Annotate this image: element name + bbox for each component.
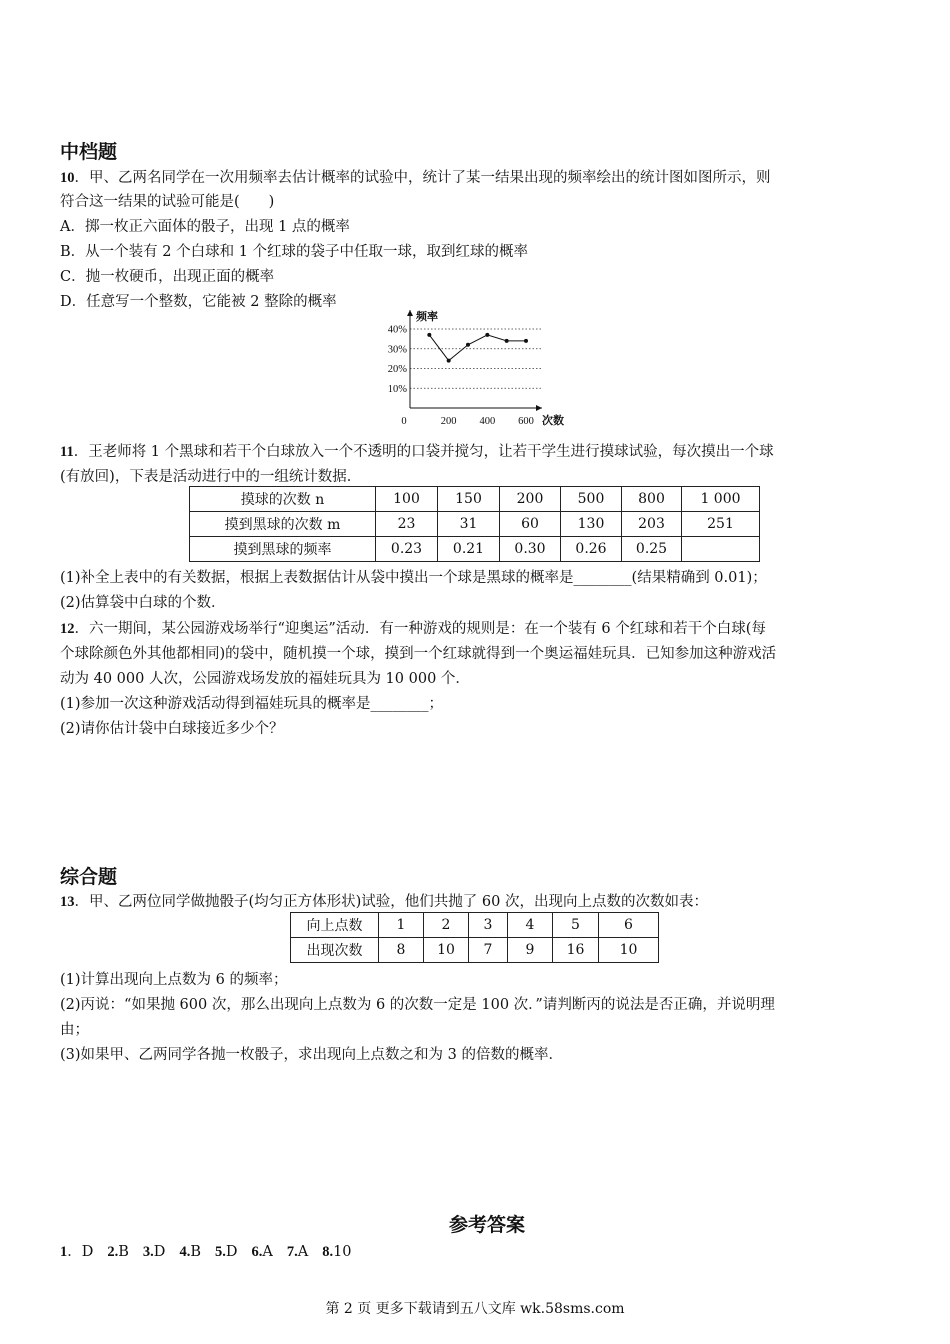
- q13-table-row: [291, 913, 659, 938]
- q13-text: ．甲、乙两位同学做抛骰子(均匀正方体形状)试验，他们共抛了 60 次，出现向上点数的次数如表：: [74, 894, 708, 910]
- q13-table-cell: 2: [424, 913, 469, 938]
- y-axis-title: 频率: [416, 311, 438, 323]
- q11-table-row: [190, 537, 760, 562]
- answer-value: A: [297, 1244, 309, 1260]
- q11-table-cell: 200: [500, 487, 561, 512]
- q11-table-cell: 0.21: [438, 537, 500, 562]
- y-tick-label: 30%: [387, 344, 407, 356]
- q11-table-cell: 1 000: [682, 487, 760, 512]
- q11-table-cell: [682, 537, 760, 562]
- q13-table-cell: 6: [599, 913, 659, 938]
- q11-table-cell: 500: [561, 487, 622, 512]
- q11-table-row: [190, 487, 760, 512]
- answer-value: B: [118, 1244, 129, 1260]
- q13-sub2-line2: 由；: [60, 1022, 89, 1038]
- answer-item: [287, 1244, 308, 1260]
- y-tick-label: 20%: [387, 364, 407, 375]
- q11-number: 11: [60, 444, 74, 460]
- q11-line2: (有放回)，下表是活动进行中的一组统计数据．: [60, 469, 362, 485]
- q13-table-row-header: 向上点数: [291, 913, 379, 938]
- q11-table-row: [190, 512, 760, 537]
- series-line: [429, 335, 526, 361]
- answer-item: [215, 1244, 238, 1260]
- data-point: [485, 333, 489, 337]
- section-heading-mid: 中档题: [60, 141, 118, 163]
- q11-table-cell: 31: [438, 512, 500, 537]
- section-heading-comprehensive: 综合题: [60, 866, 118, 888]
- q13-table-row-header: 出现次数: [291, 938, 379, 963]
- q11-table-cell: 800: [622, 487, 682, 512]
- q11-table-cell: 0.26: [561, 537, 622, 562]
- data-point: [505, 339, 509, 343]
- q11-table-row-header: 摸球的次数 n: [190, 487, 376, 512]
- q13-table-cell: 4: [508, 913, 553, 938]
- answer-number: 5.: [214, 1244, 226, 1260]
- answer-number: 4.: [179, 1244, 191, 1260]
- q13-table-cell: 16: [553, 938, 599, 963]
- answer-item: [143, 1244, 166, 1260]
- y-tick-label: 10%: [387, 383, 407, 395]
- data-point: [427, 333, 431, 337]
- y-axis-arrow: [407, 310, 413, 316]
- answer-value: B: [190, 1244, 201, 1260]
- q13-table-cell: 3: [469, 913, 508, 938]
- q11-table-cell: 150: [438, 487, 500, 512]
- q10-option-a: A．掷一枚正六面体的骰子，出现 1 点的概率: [60, 219, 350, 235]
- data-point: [524, 339, 528, 343]
- q13-table-row: [291, 938, 659, 963]
- q13-line1: [60, 890, 708, 911]
- q13-table-cell: 8: [379, 938, 424, 963]
- answer-value: D: [153, 1244, 166, 1260]
- q13-table-cell: 9: [508, 938, 553, 963]
- answer-number: 8.: [322, 1244, 334, 1260]
- answer-item: [107, 1244, 129, 1260]
- answer-number: 3.: [142, 1244, 154, 1260]
- q10-option-d: D．任意写一个整数，它能被 2 整除的概率: [60, 294, 337, 310]
- q10-text: ．甲、乙两名同学在一次用频率去估计概率的试验中，统计了某一结果出现的频率绘出的统计图如图所示，则: [74, 170, 771, 186]
- q11-table-cell: 60: [500, 512, 561, 537]
- q11-sub1: (1)补全上表中的有关数据，根据上表数据估计从袋中摸出一个球是黑球的概率是________(结果精确到 0.01)；: [60, 570, 767, 586]
- q12-sub2: (2)请你估计袋中白球接近多少个？: [60, 721, 284, 737]
- x-tick-label: 200: [440, 416, 457, 426]
- q13-table-cell: 7: [469, 938, 508, 963]
- x-tick-label: 0: [401, 416, 407, 426]
- q11-text: ．王老师将 1 个黑球和若干个白球放入一个不透明的口袋并搅匀，让若干学生进行摸球试验，每次摸出一个球: [73, 444, 774, 460]
- q11-table-cell: 0.23: [376, 537, 438, 562]
- data-point: [447, 359, 451, 363]
- q13-table-cell: 10: [599, 938, 659, 963]
- q11-table-row-header: 摸到黑球的次数 m: [190, 512, 376, 537]
- q13-table-cell: 1: [379, 913, 424, 938]
- answer-item: [251, 1244, 272, 1260]
- q10-line1: [60, 166, 771, 187]
- answer-number: 6.: [251, 1244, 263, 1260]
- q10-option-b: B．从一个装有 2 个白球和 1 个红球的袋子中任取一球，取到红球的概率: [60, 244, 529, 260]
- frequency-line-chart: [374, 304, 574, 426]
- q12-line2: 个球除颜色外其他都相同)的袋中，随机摸一个球，摸到一个红球就得到一个奥运福娃玩具．已知参加这种游戏活: [60, 646, 777, 662]
- q11-table-row-header: 摸到黑球的频率: [190, 537, 376, 562]
- answer-number: 7.: [286, 1244, 298, 1260]
- q12-line1: [60, 617, 766, 638]
- q13-sub1: (1)计算出现向上点数为 6 的频率；: [60, 972, 288, 988]
- answer-number: 1: [60, 1244, 68, 1260]
- q13-table-cell: 5: [553, 913, 599, 938]
- x-tick-label: 600: [518, 416, 534, 426]
- q12-text: ．六一期间，某公园游戏场举行“迎奥运”活动．有一种游戏的规则是：在一个装有 6 个红球和若干个白球(每: [74, 621, 766, 637]
- answer-number: 2.: [107, 1244, 119, 1260]
- x-tick-label: 400: [479, 416, 496, 426]
- y-tick-label: 40%: [387, 324, 407, 336]
- q11-line1: [60, 440, 774, 461]
- data-point: [466, 343, 470, 347]
- answer-item: [322, 1244, 351, 1260]
- q13-table-cell: 10: [424, 938, 469, 963]
- q11-table-cell: 0.25: [622, 537, 682, 562]
- q12-line3: 动为 40 000 人次，公园游戏场发放的福娃玩具为 10 000 个．: [60, 671, 470, 687]
- q11-table-cell: 251: [682, 512, 760, 537]
- answer-separator: ．: [67, 1244, 82, 1260]
- q13-dice-table: [290, 912, 659, 963]
- q11-table-cell: 23: [376, 512, 438, 537]
- q11-sub2: (2)估算袋中白球的个数．: [60, 595, 226, 611]
- x-axis-title: 次数: [542, 415, 564, 426]
- x-axis-arrow: [536, 405, 542, 411]
- q11-table-cell: 130: [561, 512, 622, 537]
- answer-value: A: [262, 1244, 273, 1260]
- answer-value: D: [225, 1244, 238, 1260]
- page-footer: 第 2 页 更多下载请到五八文库 wk.58sms.com: [325, 1301, 625, 1317]
- q11-table-cell: 0.30: [500, 537, 561, 562]
- q12-sub1: (1)参加一次这种游戏活动得到福娃玩具的概率是________；: [60, 696, 444, 712]
- answer-value: D: [81, 1244, 94, 1260]
- answer-item: [179, 1244, 201, 1260]
- q10-number: 10: [60, 170, 75, 186]
- q11-table-cell: 100: [376, 487, 438, 512]
- q13-sub2-line1: (2)丙说：“如果抛 600 次，那么出现向上点数为 6 的次数一定是 100 次．”请判断丙的说法是否正确，并说明理: [60, 997, 775, 1013]
- answer-value: 10: [333, 1244, 352, 1260]
- q10-line2: 符合这一结果的试验可能是( ): [60, 194, 275, 210]
- q13-number: 13: [60, 894, 75, 910]
- q11-stats-table: [189, 486, 760, 562]
- answers-title: 参考答案: [449, 1214, 526, 1236]
- q11-table-cell: 203: [622, 512, 682, 537]
- answer-item: [60, 1244, 93, 1260]
- q12-number: 12: [60, 621, 75, 637]
- q10-option-c: C．抛一枚硬币，出现正面的概率: [60, 269, 275, 285]
- q13-sub3: (3)如果甲、乙两同学各抛一枚骰子，求出现向上点数之和为 3 的倍数的概率．: [60, 1047, 563, 1063]
- answers-line: [60, 1240, 366, 1261]
